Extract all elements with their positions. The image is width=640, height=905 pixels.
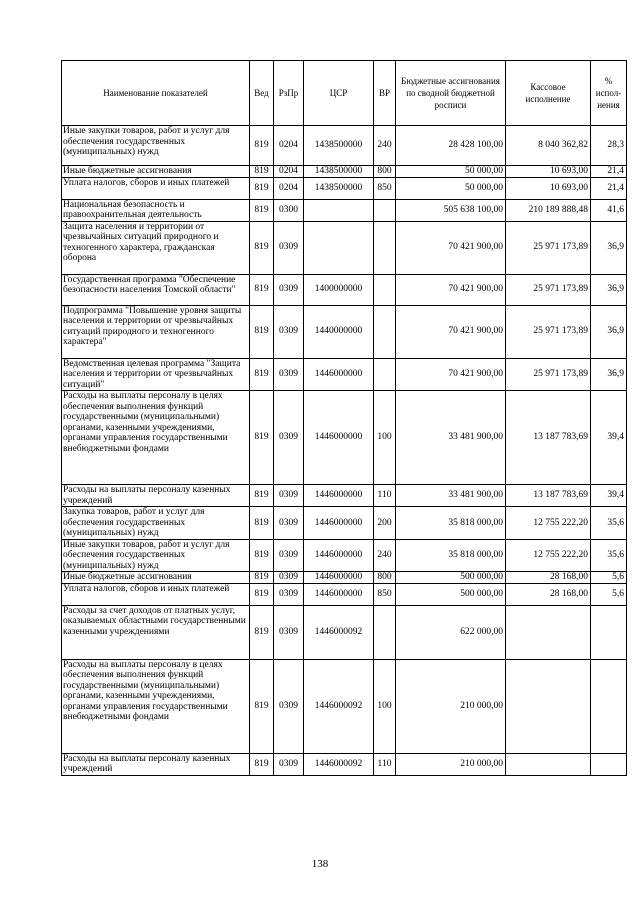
cell-budget: 50 000,00 [396,177,506,199]
cell-pct: 35,6 [591,539,627,572]
cell-name: Иные бюджетные ассигнования [62,572,250,584]
cell-vr [374,221,396,274]
cell-csr: 1446000000 [304,583,374,605]
cell-vr: 850 [374,177,396,199]
table-row [62,274,627,305]
header-ved: Вед [250,61,274,126]
cell-vr: 110 [374,753,396,775]
cell-cash: 12 755 222,20 [506,507,591,540]
cell-cash: 10 693,00 [506,177,591,199]
cell-csr: 1446000000 [304,358,374,391]
cell-pct: 21,4 [591,166,627,178]
cell-csr: 1446000000 [304,572,374,584]
table-row [62,166,627,178]
header-cash: Кассовое исполнение [506,61,591,126]
cell-ved: 819 [250,177,274,199]
cell-csr: 1446000000 [304,391,374,485]
cell-csr: 1446000092 [304,753,374,775]
cell-cash [506,753,591,775]
cell-rzpr: 0309 [274,659,304,753]
cell-pct: 28,3 [591,126,627,166]
budget-execution-table [61,60,627,776]
cell-pct: 21,4 [591,177,627,199]
cell-budget: 210 000,00 [396,659,506,753]
cell-cash: 25 971 173,89 [506,358,591,391]
cell-ved: 819 [250,305,274,358]
cell-ved: 819 [250,572,274,584]
cell-csr: 1446000092 [304,659,374,753]
cell-cash: 12 755 222,20 [506,539,591,572]
table-row [62,305,627,358]
cell-cash: 13 187 783,69 [506,485,591,507]
cell-vr: 240 [374,126,396,166]
table-row [62,605,627,659]
cell-cash: 25 971 173,89 [506,274,591,305]
cell-budget: 210 000,00 [396,753,506,775]
cell-name: Защита населения и территории от чрезвычайных ситуаций природного и техногенного характера, гражданская оборона [62,221,250,274]
cell-pct: 39,4 [591,485,627,507]
cell-budget: 70 421 900,00 [396,274,506,305]
cell-rzpr: 0309 [274,539,304,572]
cell-name: Подпрограмма "Повышение уровня защиты населения и территории от чрезвычайных ситуаций природного и техногенного характера" [62,305,250,358]
cell-vr: 100 [374,391,396,485]
header-csr: ЦСР [304,61,374,126]
cell-vr: 110 [374,485,396,507]
cell-rzpr: 0309 [274,507,304,540]
cell-name: Расходы на выплаты персоналу в целях обеспечения выполнения функций государственными (муниципальными) органами, казенными учреждениями, органами управления государственными внебюджетными фондами [62,659,250,753]
cell-name: Уплата налогов, сборов и иных платежей [62,177,250,199]
cell-name: Иные закупки товаров, работ и услуг для обеспечения государственных (муниципальных) нужд [62,539,250,572]
cell-name: Государственная программа "Обеспечение безопасности населения Томской области" [62,274,250,305]
cell-cash: 13 187 783,69 [506,391,591,485]
cell-pct: 5,6 [591,572,627,584]
cell-rzpr: 0309 [274,485,304,507]
budget-table-sheet [61,60,624,776]
cell-csr: 1438500000 [304,126,374,166]
cell-ved: 819 [250,485,274,507]
table-row [62,507,627,540]
cell-rzpr: 0309 [274,572,304,584]
cell-cash: 28 168,00 [506,583,591,605]
page-number: 138 [311,858,329,870]
cell-rzpr: 0309 [274,274,304,305]
cell-cash: 25 971 173,89 [506,221,591,274]
cell-ved: 819 [250,358,274,391]
cell-rzpr: 0309 [274,305,304,358]
cell-ved: 819 [250,583,274,605]
cell-budget: 35 818 000,00 [396,539,506,572]
cell-name: Уплата налогов, сборов и иных платежей [62,583,250,605]
cell-name: Расходы на выплаты персоналу казенных учреждений [62,485,250,507]
table-header-row [62,61,627,126]
cell-ved: 819 [250,753,274,775]
cell-vr: 800 [374,166,396,178]
table-row [62,126,627,166]
cell-csr: 1446000092 [304,605,374,659]
cell-pct: 36,9 [591,305,627,358]
cell-ved: 819 [250,605,274,659]
cell-cash: 28 168,00 [506,572,591,584]
table-row [62,221,627,274]
cell-ved: 819 [250,126,274,166]
header-vr: ВР [374,61,396,126]
cell-ved: 819 [250,166,274,178]
cell-csr: 1440000000 [304,305,374,358]
table-row [62,753,627,775]
cell-name: Расходы за счет доходов от платных услуг, оказываемых областными государственными казенными учреждениями [62,605,250,659]
table-row [62,177,627,199]
table-row [62,572,627,584]
cell-budget: 28 428 100,00 [396,126,506,166]
cell-pct: 36,9 [591,221,627,274]
cell-ved: 819 [250,391,274,485]
cell-vr [374,274,396,305]
cell-name: Национальная безопасность и правоохранительная деятельность [62,199,250,221]
cell-pct: 36,9 [591,358,627,391]
cell-rzpr: 0300 [274,199,304,221]
cell-name: Расходы на выплаты персоналу казенных учреждений [62,753,250,775]
cell-rzpr: 0309 [274,358,304,391]
table-row [62,539,627,572]
table-row [62,485,627,507]
cell-pct: 5,6 [591,583,627,605]
table-body [62,126,627,776]
cell-budget: 33 481 900,00 [396,391,506,485]
cell-cash [506,605,591,659]
cell-csr [304,199,374,221]
cell-csr: 1438500000 [304,177,374,199]
cell-cash: 25 971 173,89 [506,305,591,358]
cell-budget: 622 000,00 [396,605,506,659]
cell-vr: 850 [374,583,396,605]
cell-vr [374,305,396,358]
cell-pct: 41,6 [591,199,627,221]
cell-rzpr: 0309 [274,583,304,605]
cell-budget: 505 638 100,00 [396,199,506,221]
header-name: Наименование показателей [62,61,250,126]
cell-pct: 36,9 [591,274,627,305]
cell-vr [374,199,396,221]
header-budget: Бюджетные ассигнования по сводной бюджетной росписи [396,61,506,126]
cell-rzpr: 0309 [274,605,304,659]
cell-cash [506,659,591,753]
cell-name: Иные бюджетные ассигнования [62,166,250,178]
cell-budget: 500 000,00 [396,583,506,605]
header-pct: % испол-нения [591,61,627,126]
cell-ved: 819 [250,659,274,753]
cell-vr: 240 [374,539,396,572]
cell-csr: 1438500000 [304,166,374,178]
cell-vr: 800 [374,572,396,584]
table-row [62,199,627,221]
header-rzpr: РзПр [274,61,304,126]
cell-ved: 819 [250,221,274,274]
cell-ved: 819 [250,274,274,305]
cell-budget: 33 481 900,00 [396,485,506,507]
cell-vr [374,358,396,391]
cell-rzpr: 0309 [274,221,304,274]
cell-rzpr: 0204 [274,166,304,178]
cell-ved: 819 [250,539,274,572]
cell-vr [374,605,396,659]
cell-pct [591,605,627,659]
cell-rzpr: 0204 [274,126,304,166]
table-row [62,659,627,753]
cell-rzpr: 0204 [274,177,304,199]
cell-csr: 1446000000 [304,507,374,540]
cell-cash: 8 040 362,82 [506,126,591,166]
cell-name: Расходы на выплаты персоналу в целях обеспечения выполнения функций государственными (муниципальными) органами, казенными учреждениями, органами управления государственными внебюджетными фондами [62,391,250,485]
cell-vr: 100 [374,659,396,753]
cell-budget: 70 421 900,00 [396,305,506,358]
cell-rzpr: 0309 [274,753,304,775]
cell-pct: 39,4 [591,391,627,485]
cell-pct [591,659,627,753]
cell-pct [591,753,627,775]
cell-vr: 200 [374,507,396,540]
cell-budget: 70 421 900,00 [396,358,506,391]
table-row [62,391,627,485]
cell-budget: 35 818 000,00 [396,507,506,540]
cell-rzpr: 0309 [274,391,304,485]
cell-csr [304,221,374,274]
cell-csr: 1400000000 [304,274,374,305]
cell-budget: 50 000,00 [396,166,506,178]
table-row [62,358,627,391]
cell-csr: 1446000000 [304,539,374,572]
cell-name: Иные закупки товаров, работ и услуг для обеспечения государственных (муниципальных) нужд [62,126,250,166]
cell-ved: 819 [250,199,274,221]
cell-name: Закупка товаров, работ и услуг для обеспечения государственных (муниципальных) нужд [62,507,250,540]
table-row [62,583,627,605]
cell-budget: 500 000,00 [396,572,506,584]
cell-cash: 210 189 888,48 [506,199,591,221]
cell-budget: 70 421 900,00 [396,221,506,274]
cell-name: Ведомственная целевая программа "Защита населения и территории от чрезвычайных ситуаций" [62,358,250,391]
cell-cash: 10 693,00 [506,166,591,178]
cell-pct: 35,6 [591,507,627,540]
cell-ved: 819 [250,507,274,540]
cell-csr: 1446000000 [304,485,374,507]
